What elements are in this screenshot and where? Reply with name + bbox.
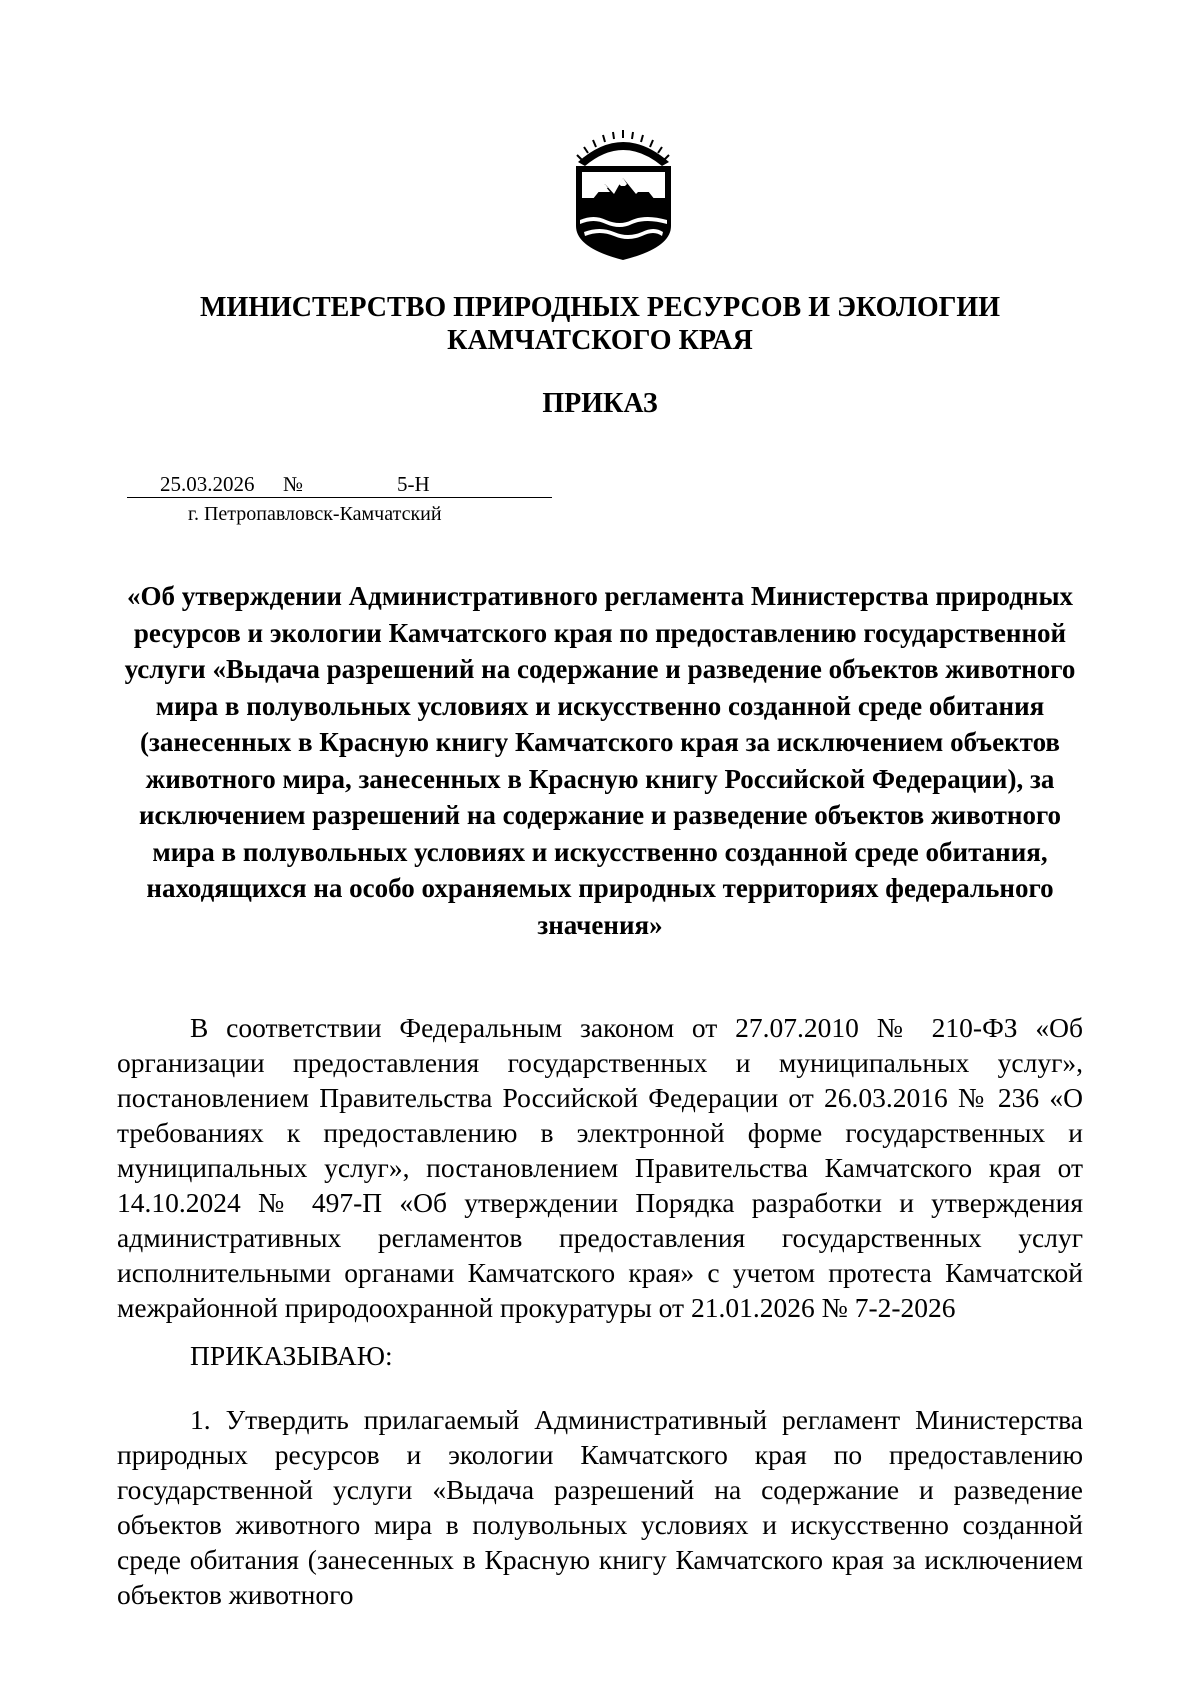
document-subject: «Об утверждении Административного регламента Министерства природных ресурсов и экологии Камчатского края по предоставлению государственной услуги «Выдача разрешений на содержание и разведение объектов животного мира в полувольных условиях и искусственно созданной среде обитания (занесенных в Красную книгу Камчатского края за исключением объектов животного мира, занесенных в Красную книгу Российской Федерации), за исключением разрешений на содержание и разведение объектов животного мира в полувольных условиях и искусственно созданной среде обитания, находящихся на особо охраняемых природных территориях федерального значения» bbox=[124, 581, 1076, 940]
number-sign: № bbox=[277, 471, 309, 498]
preamble-paragraph: В соответствии Федеральным законом от 27.07.2010 № 210-ФЗ «Об организации предоставления государственных и муниципальных услуг», постановлением Правительства Российской Федерации от 26.03.2016 № 236 «О требованиях к предоставлению в электронной форме государственных и муниципальных услуг», постановлением Правительства Камчатского края от 14.10.2024 № 497-П «Об утверждении Порядка разработки и утверждения административных регламентов предоставления государственных услуг исполнительными органами Камчатского края» с учетом протеста Камчатской межрайонной природоохранной прокуратуры от 21.01.2026 № 7-2-2026 bbox=[117, 1012, 1083, 1323]
document-type: ПРИКАЗ bbox=[542, 388, 658, 419]
registration-line bbox=[127, 470, 552, 500]
registration-date-field bbox=[127, 471, 277, 498]
registration-number: 5-Н bbox=[397, 472, 430, 496]
kamchatka-coat-of-arms-icon bbox=[570, 128, 677, 261]
registration-number-field bbox=[309, 471, 552, 498]
order-item-1: 1. Утвердить прилагаемый Административный регламент Министерства природных ресурсов и экологии Камчатского края по предоставлению государственной услуги «Выдача разрешений на содержание и разведение объектов животного мира в полувольных условиях и искусственно созданной среде обитания (занесенных в Красную книгу Камчатского края за исключением объектов животного bbox=[117, 1404, 1083, 1610]
order-word: ПРИКАЗЫВАЮ: bbox=[190, 1340, 393, 1371]
city-name: г. Петропавловск-Камчатский bbox=[188, 503, 442, 525]
ministry-line-2: КАМЧАТСКОГО КРАЯ bbox=[447, 325, 753, 356]
ministry-name bbox=[120, 291, 1080, 357]
ministry-line-1: МИНИСТЕРСТВО ПРИРОДНЫХ РЕСУРСОВ И ЭКОЛОГИИ bbox=[200, 292, 1000, 323]
registration-date: 25.03.2026 bbox=[160, 472, 255, 496]
